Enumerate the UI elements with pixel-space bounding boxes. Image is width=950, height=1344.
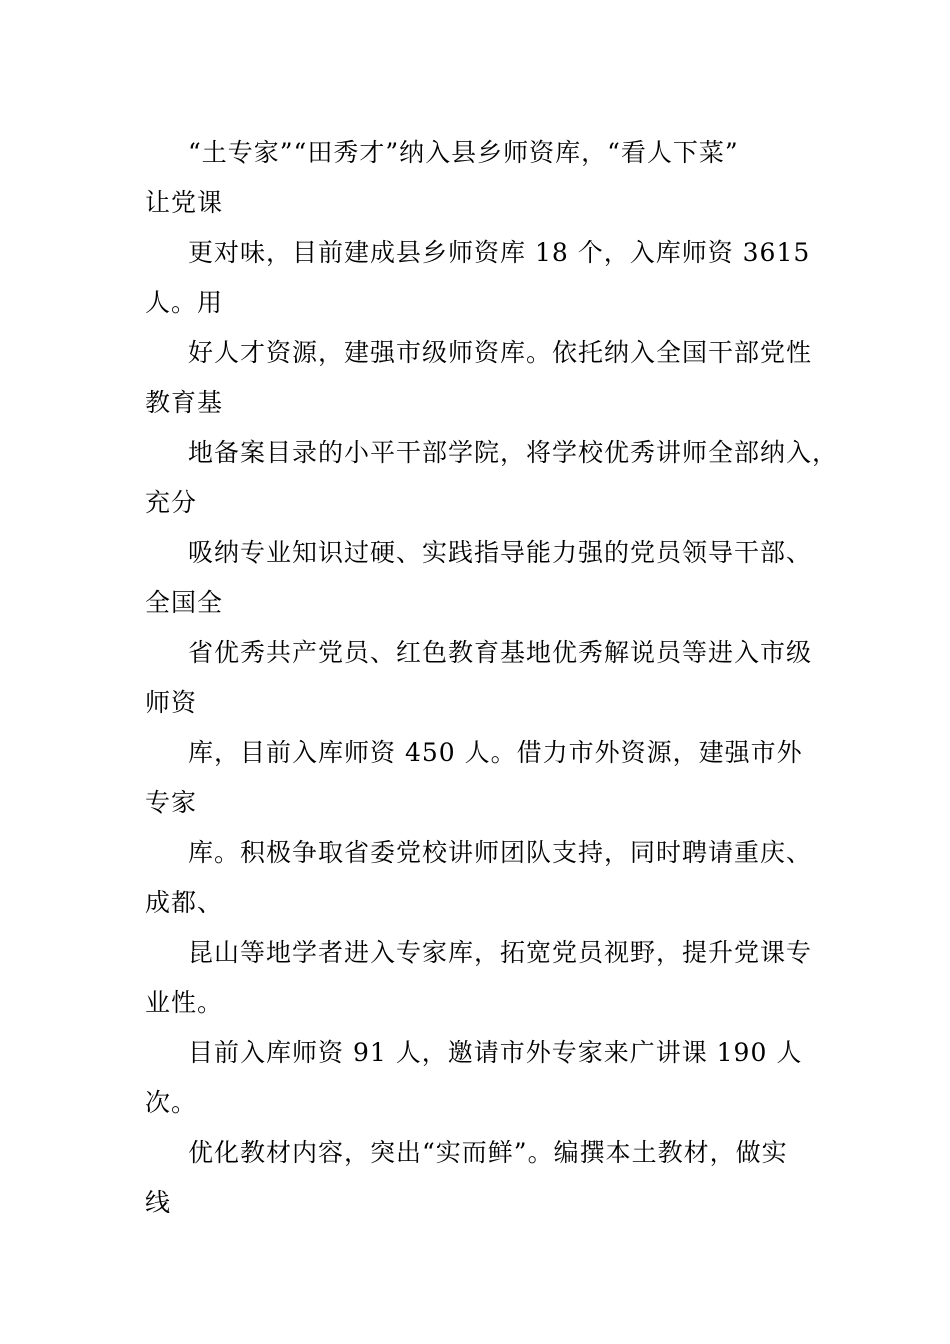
paragraph-wrap-line: 教育基: [145, 388, 224, 417]
paragraph-line: 地备案目录的小平干部学院，将学校优秀讲师全部纳入，: [188, 438, 839, 467]
paragraph: [145, 1128, 815, 1228]
paragraph: [145, 328, 815, 428]
paragraph: [145, 528, 815, 628]
paragraph: [145, 228, 815, 328]
paragraph-wrap-line: 业性。: [145, 988, 224, 1017]
paragraph-wrap-line: 全国全: [145, 588, 224, 617]
paragraph: [145, 428, 839, 528]
paragraph-line: 库，目前入库师资 450 人。借力市外资源，建强市外: [188, 738, 803, 767]
paragraph-wrap-line: 充分: [145, 488, 198, 517]
paragraph: [145, 128, 815, 228]
paragraph-wrap-line: 专家: [145, 788, 198, 817]
paragraph-wrap-line: 让党课: [145, 188, 224, 217]
paragraph-line: 省优秀共产党员、红色教育基地优秀解说员等进入市级: [188, 638, 813, 667]
paragraph-line: 好人才资源，建强市级师资库。依托纳入全国干部党性: [188, 338, 813, 367]
paragraph-line: 昆山等地学者进入专家库，拓宽党员视野，提升党课专: [188, 938, 813, 967]
paragraph-line: 更对味，目前建成县乡师资库 18 个，入库师资 3615: [188, 238, 811, 267]
paragraph: [145, 828, 815, 928]
document-body: [145, 128, 839, 1228]
paragraph-line: “土专家”“田秀才”纳入县乡师资库，“看人下菜”: [188, 138, 739, 167]
paragraph-line: 吸纳专业知识过硬、实践指导能力强的党员领导干部、: [188, 538, 813, 567]
paragraph-wrap-line: 成都、: [145, 888, 224, 917]
paragraph-wrap-line: 人。用: [145, 288, 224, 317]
paragraph-wrap-line: 次。: [145, 1088, 198, 1117]
paragraph: [145, 928, 815, 1028]
paragraph-wrap-line: 师资: [145, 688, 198, 717]
paragraph-line: 优化教材内容，突出“实而鲜”。编撰本土教材，做实: [188, 1138, 788, 1167]
paragraph: [145, 1028, 815, 1128]
paragraph-wrap-line: 线: [145, 1188, 172, 1217]
paragraph: [145, 628, 815, 728]
paragraph-line: 库。积极争取省委党校讲师团队支持，同时聘请重庆、: [188, 838, 813, 867]
paragraph: [145, 728, 815, 828]
paragraph-line: 目前入库师资 91 人，邀请市外专家来广讲课 190 人: [188, 1038, 803, 1067]
